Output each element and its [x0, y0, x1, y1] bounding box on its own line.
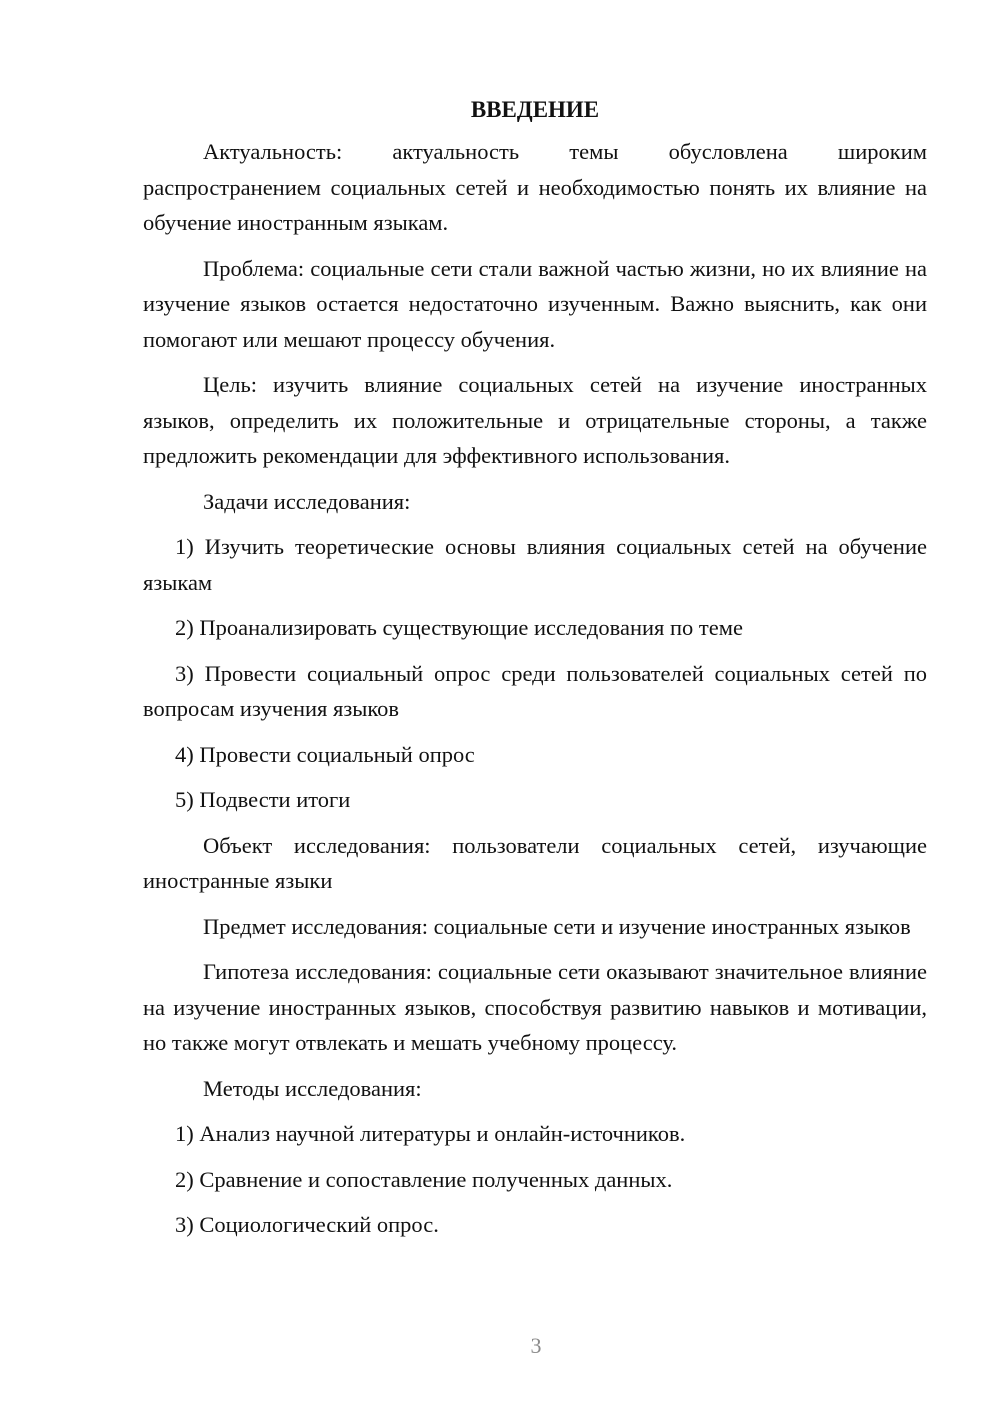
- page-title: ВВЕДЕНИЕ: [470, 97, 600, 122]
- tasks-label: Задачи исследования:: [203, 488, 411, 514]
- goal-paragraph: Цель: изучить влияние социальных сетей на изучение иностранных языков, определить их положительные и отрицательные стороны, а также предложить рекомендации для эффективного использования.: [143, 372, 927, 468]
- method-item: 2) Сравнение и сопоставление полученных данных.: [175, 1166, 673, 1192]
- task-item: 5) Подвести итоги: [175, 787, 351, 812]
- task-item: 1) Изучить теоретические основы влияния социальных сетей на обучение языкам: [143, 534, 927, 595]
- method-item: 1) Анализ научной литературы и онлайн-источников.: [175, 1121, 686, 1146]
- relevance-paragraph: Актуальность: актуальность темы обусловлена широким распространением социальных сетей и необходимостью понять их влияние на обучение иностранным языкам.: [143, 139, 927, 235]
- methods-label: Методы исследования:: [203, 1075, 422, 1101]
- problem-paragraph: Проблема: социальные сети стали важной частью жизни, но их влияние на изучение языков остается недостаточно изученным. Важно выяснить, как они помогают или мешают процессу обучения.: [143, 255, 927, 352]
- task-item: 3) Провести социальный опрос среди пользователей социальных сетей по вопросам изучения языков: [143, 660, 927, 721]
- document-page: [143, 92, 927, 1253]
- object-paragraph: Объект исследования: пользователи социальных сетей, изучающие иностранные языки: [143, 832, 927, 893]
- hypothesis-paragraph: Гипотеза исследования: социальные сети оказывают значительное влияние на изучение иностранных языков, способствуя развитию навыков и мотивации, но также могут отвлекать и мешать учебному процессу.: [143, 959, 927, 1055]
- subject-paragraph: Предмет исследования: социальные сети и изучение иностранных языков: [203, 913, 911, 939]
- task-item: 2) Проанализировать существующие исследования по теме: [175, 615, 743, 640]
- task-item: 4) Провести социальный опрос: [175, 741, 475, 767]
- page-number: 3: [530, 1333, 542, 1358]
- method-item: 3) Социологический опрос.: [175, 1212, 439, 1237]
